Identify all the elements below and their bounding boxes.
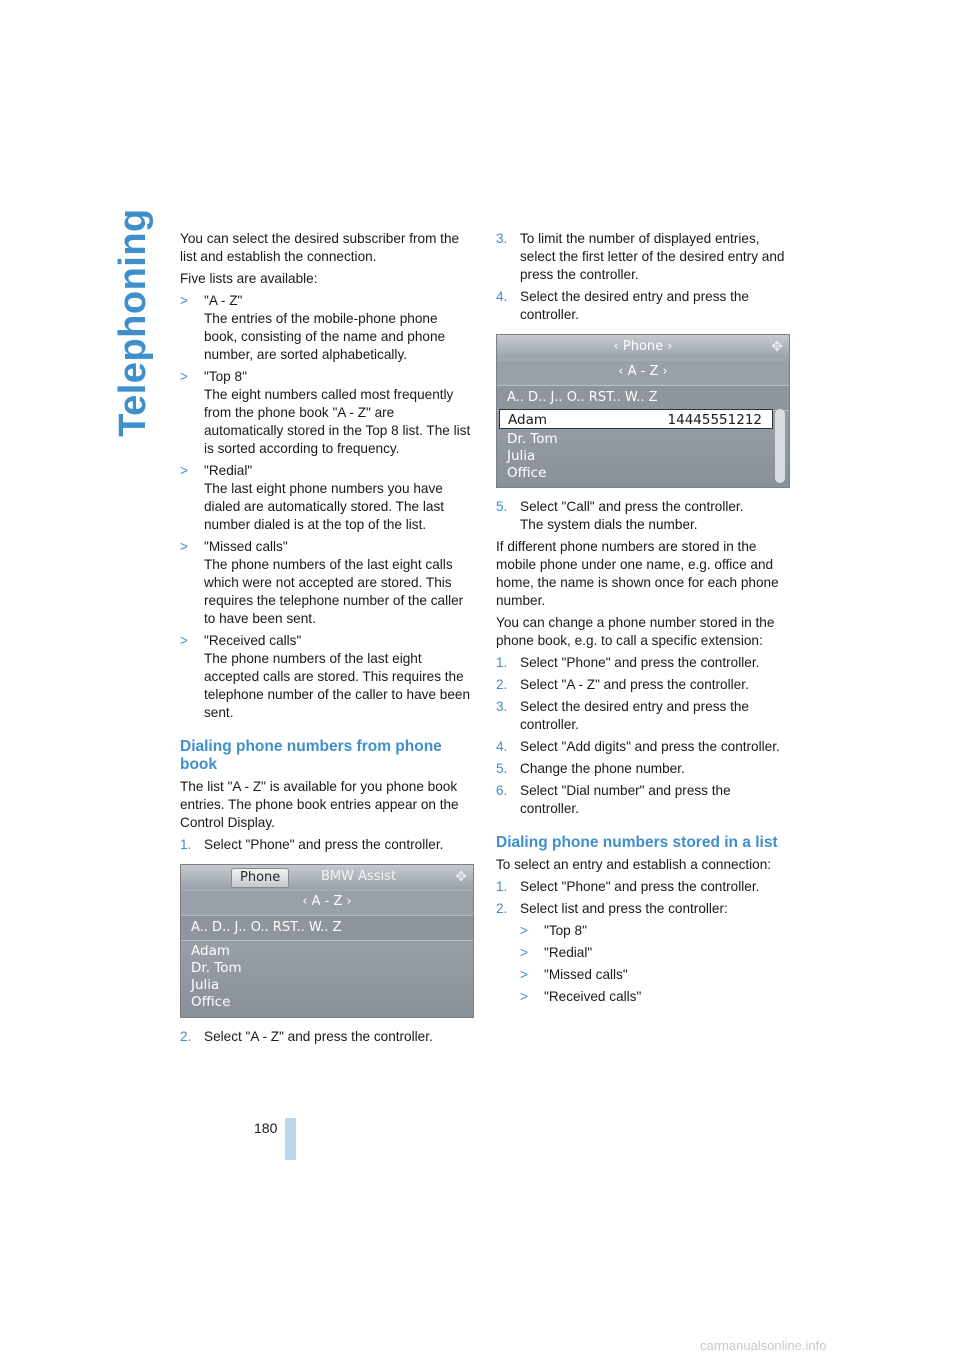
heading-paragraph: The list "A - Z" is available for you phone book entries. The phone book entries appear on the Control Display. xyxy=(180,779,459,830)
paragraph: You can change a phone number stored in the phone book, e.g. to call a specific extension: xyxy=(496,615,775,648)
step-item: 3. Select the desired entry and press the controller. xyxy=(496,699,749,732)
bullet-marker: > xyxy=(180,633,188,648)
screen-top-bar xyxy=(181,865,473,889)
list-item: > "Top 8" The eight numbers called most frequently from the phone book "A - Z" are automatically stored in the Top 8 list. The list is sorted according to frequency. xyxy=(180,369,471,456)
heading-paragraph: To select an entry and establish a connection: xyxy=(496,857,772,872)
bmw-assist-tab: BMW Assist xyxy=(321,869,397,884)
selected-number: 14445551212 xyxy=(667,412,762,428)
step-item: 4. Select "Add digits" and press the controller. xyxy=(496,739,780,754)
bullet-marker: > xyxy=(180,539,188,554)
section-heading: Dialing phone numbers from phone book xyxy=(180,738,442,773)
section-title: Telephoning xyxy=(111,207,154,437)
step-item: 2. Select "A - Z" and press the controller. xyxy=(180,1029,433,1044)
list-item: Julia xyxy=(191,977,220,993)
bullet-marker: > xyxy=(180,293,188,308)
step-item: 1. Select "Phone" and press the controller. xyxy=(496,879,760,894)
list-option: > "Received calls" xyxy=(520,989,642,1004)
controller-icon: ✥ xyxy=(771,339,783,355)
letter-index: A.. D.. J.. O.. RST.. W.. Z xyxy=(181,915,473,941)
letter-index: A.. D.. J.. O.. RST.. W.. Z xyxy=(497,385,789,411)
list-item: > "Missed calls" The phone numbers of the last eight calls which were not accepted are stored. This requires the telephone number of the caller to have been sent. xyxy=(180,539,464,626)
step-item: 6. Select "Dial number" and press the controller. xyxy=(496,783,731,816)
scrollbar xyxy=(775,409,785,483)
controller-icon: ✥ xyxy=(455,869,467,885)
list-item: > "Redial" The last eight phone numbers you have dialed are automatically stored. The last number dialed is at the top of the list. xyxy=(180,463,445,532)
list-item: > "Received calls" The phone numbers of the last eight accepted calls are stored. This requires the telephone number of the caller to have been sent. xyxy=(180,633,471,720)
step-item: 1. Select "Phone" and press the controller. xyxy=(180,837,444,852)
right-column xyxy=(496,230,790,1010)
left-column xyxy=(180,230,472,1050)
step-item: 4. Select the desired entry and press the controller. xyxy=(496,289,749,322)
list-option: > "Redial" xyxy=(520,945,593,960)
watermark: carmanualsonline.info xyxy=(700,1338,827,1353)
step-item: 5. Change the phone number. xyxy=(496,761,685,776)
step-item: 2. Select list and press the controller: xyxy=(496,901,728,916)
list-option: > "Top 8" xyxy=(520,923,587,938)
lists-intro: Five lists are available: xyxy=(180,271,318,286)
phone-menu-label: ‹ Phone › xyxy=(613,339,673,354)
list-option: > "Missed calls" xyxy=(520,967,628,982)
step-item: 5. Select "Call" and press the controller. The system dials the number. xyxy=(496,499,744,532)
page-number-bar xyxy=(285,1118,296,1160)
intro-paragraph: You can select the desired subscriber from the list and establish the connection. xyxy=(180,231,460,264)
step-item: 3. To limit the number of displayed entries, select the first letter of the desired entry and press the controller. xyxy=(496,231,785,282)
selected-entry: Adam 14445551212 xyxy=(499,409,773,429)
entry-list xyxy=(191,943,449,1011)
step-item: 2. Select "A - Z" and press the controller. xyxy=(496,677,749,692)
control-display-screenshot xyxy=(180,864,474,1018)
control-display-screenshot xyxy=(496,334,790,488)
list-item: > "A - Z" The entries of the mobile-phone phone book, consisting of the name and phone number, are sorted alphabetically. xyxy=(180,293,446,362)
paragraph: If different phone numbers are stored in the mobile phone under one name, e.g. office and home, the name is shown once for each phone number. xyxy=(496,539,779,608)
list-item: Office xyxy=(191,994,231,1010)
page-number: 180 xyxy=(254,1120,278,1136)
list-item: Dr. Tom xyxy=(507,431,558,447)
list-item: Julia xyxy=(507,448,536,464)
bullet-marker: > xyxy=(180,369,188,384)
phone-tab: Phone xyxy=(231,868,289,888)
list-item: Office xyxy=(507,465,547,481)
step-item: 1. Select "Phone" and press the controller. xyxy=(496,655,760,670)
az-selector: ‹ A - Z › xyxy=(181,891,473,913)
az-selector: ‹ A - Z › xyxy=(497,361,789,383)
list-item: Adam xyxy=(191,943,230,959)
screen-top-bar xyxy=(497,335,789,359)
bullet-marker: > xyxy=(180,463,188,478)
entry-list xyxy=(507,431,765,482)
list-item: Dr. Tom xyxy=(191,960,242,976)
section-heading: Dialing phone numbers stored in a list xyxy=(496,834,778,851)
